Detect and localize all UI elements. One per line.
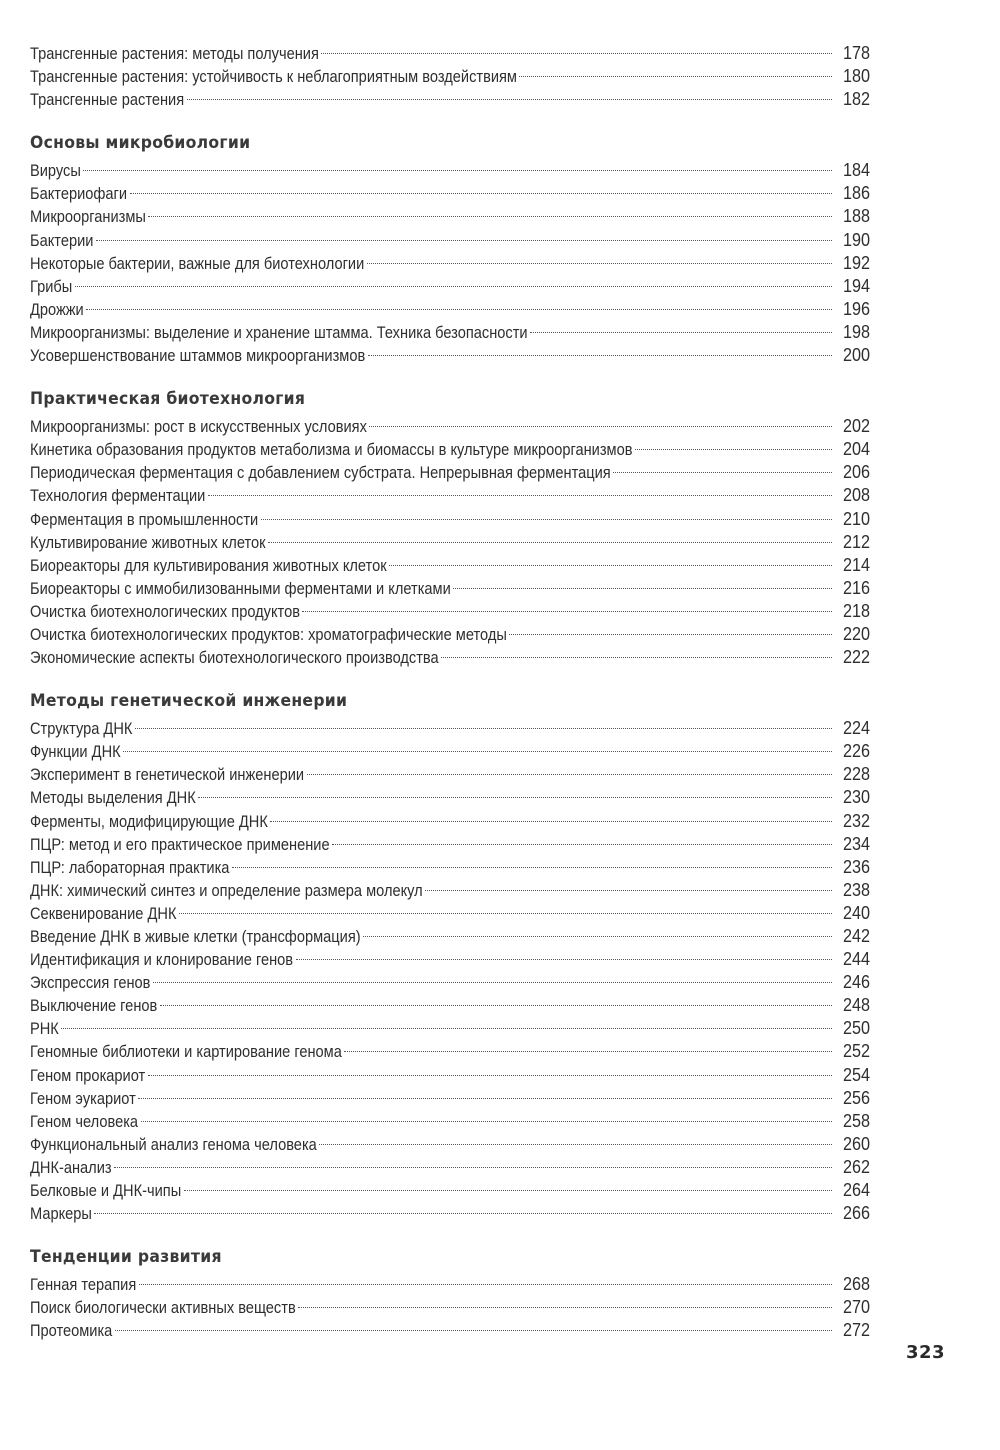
toc-entry-title-wrap	[30, 344, 366, 367]
toc-entry	[30, 600, 870, 623]
toc-entry-title: Экспрессия генов	[30, 973, 151, 993]
toc-entry	[30, 1156, 870, 1179]
toc-entry-title-wrap	[30, 925, 361, 948]
toc-entry-title-wrap	[30, 461, 611, 484]
toc-entry-title: Трансгенные растения	[30, 90, 185, 110]
toc-entry-page: 252	[842, 1041, 870, 1062]
toc-entry-title-wrap	[30, 1202, 92, 1225]
toc-entry-title: Функциональный анализ генома человека	[30, 1134, 317, 1154]
toc-entry-title-wrap	[30, 577, 451, 600]
toc-entry-page: 180	[842, 66, 870, 87]
dot-leader	[261, 519, 832, 520]
toc-entry	[30, 1319, 870, 1342]
section-heading: Тенденции развития	[30, 1247, 222, 1268]
toc-entry-title: ДНК: химический синтез и определение размера молекул	[30, 880, 423, 900]
dot-leader	[319, 1144, 832, 1145]
toc-entry-page: 188	[842, 206, 870, 227]
toc-entry-title: Очистка биотехнологических продуктов	[30, 601, 300, 621]
toc-entry-title: Трансгенные растения: методы получения	[30, 44, 319, 63]
toc-entry-title-wrap	[30, 1273, 137, 1296]
toc-entry-page: 262	[842, 1156, 870, 1177]
toc-entry-title-wrap	[30, 42, 319, 65]
toc-entry	[30, 65, 870, 88]
toc-entry	[30, 1017, 870, 1040]
dot-leader	[509, 634, 832, 635]
dot-leader	[425, 890, 832, 891]
dot-leader	[139, 1284, 832, 1285]
toc-entry-page: 224	[842, 718, 870, 739]
toc-entry-page: 218	[842, 600, 870, 621]
toc-entry-title-wrap	[30, 554, 387, 577]
dot-leader	[83, 170, 832, 171]
toc-entry-page: 214	[842, 554, 870, 575]
toc-entry	[30, 740, 870, 763]
toc-entry-page: 250	[842, 1018, 870, 1039]
toc-entry-title-wrap	[30, 1087, 136, 1110]
toc-entry	[30, 623, 870, 646]
toc-section-practical-biotech	[30, 385, 870, 669]
toc-section-genetic-engineering	[30, 687, 870, 1225]
dot-leader	[130, 193, 832, 194]
toc-section-trends	[30, 1243, 870, 1342]
toc-entry-title-wrap	[30, 484, 206, 507]
toc-entry-page: 264	[842, 1180, 870, 1201]
toc-entry	[30, 484, 870, 507]
toc-entry-title-wrap	[30, 182, 128, 205]
toc-entry-page: 190	[842, 229, 870, 250]
toc-entry	[30, 229, 870, 252]
toc-entry	[30, 646, 870, 669]
toc-entry-title-wrap	[30, 833, 330, 856]
toc-entry-title-wrap	[30, 948, 294, 971]
toc-entry-page: 256	[842, 1087, 870, 1108]
toc-entry-title: Технология ферментации	[30, 486, 206, 506]
toc-entry-title-wrap	[30, 1296, 296, 1319]
toc-entry-page: 182	[842, 89, 870, 110]
dot-leader	[519, 76, 832, 77]
toc-entry	[30, 298, 870, 321]
toc-entry-title-wrap	[30, 275, 73, 298]
toc-entry	[30, 531, 870, 554]
toc-entry-title-wrap	[30, 252, 365, 275]
toc-entry-title-wrap	[30, 902, 177, 925]
page-number: 323	[906, 1342, 946, 1363]
toc-entry-title: Выключение генов	[30, 996, 158, 1016]
toc-entry	[30, 856, 870, 879]
dot-leader	[270, 821, 832, 822]
toc-entry-title: Трансгенные растения: устойчивость к неблагоприятным воздействиям	[30, 67, 517, 87]
toc-entry	[30, 1273, 870, 1296]
toc-entry-title-wrap	[30, 856, 230, 879]
dot-leader	[321, 53, 832, 54]
toc-entry-title: Периодическая ферментация с добавлением субстрата. Непрерывная ферментация	[30, 463, 611, 483]
toc-entry-title-wrap	[30, 786, 196, 809]
dot-leader	[613, 472, 832, 473]
dot-leader	[187, 99, 832, 100]
dot-leader	[179, 913, 832, 914]
toc-entry-title-wrap	[30, 623, 507, 646]
dot-leader	[141, 1121, 832, 1122]
toc-entry-page: 192	[842, 252, 870, 273]
toc-entry-title-wrap	[30, 88, 185, 111]
dot-leader	[302, 611, 832, 612]
toc-entry-title-wrap	[30, 508, 259, 531]
toc-entry-page: 200	[842, 345, 870, 366]
toc-entry-title: Структура ДНК	[30, 719, 133, 739]
toc-entry-title: Культивирование животных клеток	[30, 532, 266, 552]
dot-leader	[123, 751, 832, 752]
toc-entry-title: Бактериофаги	[30, 184, 128, 204]
toc-entry-page: 268	[842, 1274, 870, 1295]
toc-entry-page: 222	[842, 647, 870, 668]
toc-entry-page: 216	[842, 577, 870, 598]
toc-entry-title-wrap	[30, 879, 423, 902]
toc-entry-title: Протеомика	[30, 1321, 113, 1341]
dot-leader	[453, 588, 832, 589]
toc-entry-title: Секвенирование ДНК	[30, 903, 177, 923]
toc-entry	[30, 879, 870, 902]
toc-entry-page: 266	[842, 1203, 870, 1224]
toc-entry-title-wrap	[30, 1040, 342, 1063]
toc-entry-title-wrap	[30, 1133, 317, 1156]
toc-entry-page: 248	[842, 995, 870, 1016]
toc-entry-title-wrap	[30, 159, 81, 182]
toc-entry	[30, 1087, 870, 1110]
toc-entry	[30, 1296, 870, 1319]
toc-entry-title: Белковые и ДНК-чипы	[30, 1181, 182, 1201]
toc-entry	[30, 461, 870, 484]
toc-entry-title: Эксперимент в генетической инженерии	[30, 765, 305, 785]
toc-entry	[30, 42, 870, 65]
dot-leader	[208, 495, 832, 496]
toc-entry-page: 238	[842, 879, 870, 900]
toc-entry-page: 234	[842, 833, 870, 854]
toc-entry-title: Грибы	[30, 276, 73, 296]
dot-leader	[94, 1213, 832, 1214]
toc-entry-title-wrap	[30, 205, 146, 228]
toc-entry-title: Микроорганизмы: рост в искусственных условиях	[30, 417, 367, 437]
toc-entry	[30, 1202, 870, 1225]
toc-entry-title-wrap	[30, 531, 266, 554]
toc-entry	[30, 925, 870, 948]
dot-leader	[363, 936, 832, 937]
toc-entry-title-wrap	[30, 415, 367, 438]
toc-entry	[30, 438, 870, 461]
toc-entry	[30, 159, 870, 182]
toc-entry-page: 232	[842, 810, 870, 831]
dot-leader	[138, 1098, 832, 1099]
toc-entry-title-wrap	[30, 229, 94, 252]
toc-entry-page: 254	[842, 1064, 870, 1085]
toc-entry-page: 186	[842, 183, 870, 204]
dot-leader	[184, 1190, 832, 1191]
toc-entry-page: 236	[842, 856, 870, 877]
dot-leader	[332, 844, 832, 845]
toc-entry-page: 260	[842, 1133, 870, 1154]
toc-entry-page: 242	[842, 926, 870, 946]
toc-entry-page: 226	[842, 741, 870, 762]
toc-entry-title: Генная терапия	[30, 1275, 137, 1295]
dot-leader	[135, 728, 832, 729]
toc-entry-title-wrap	[30, 298, 84, 321]
toc-entry-page: 204	[842, 439, 870, 460]
toc-entry-title: ПЦР: метод и его практическое применение	[30, 834, 330, 854]
toc-entry-title: Дрожжи	[30, 299, 84, 319]
dot-leader	[86, 309, 832, 310]
dot-leader	[115, 1330, 832, 1331]
dot-leader	[389, 565, 832, 566]
dot-leader	[298, 1307, 832, 1308]
toc-entry-page: 220	[842, 623, 870, 644]
toc-entry-page: 244	[842, 949, 870, 970]
toc-entry	[30, 344, 870, 367]
toc-entry-title-wrap	[30, 1064, 146, 1087]
toc-entry-title: Геном прокариот	[30, 1065, 146, 1085]
dot-leader	[96, 240, 832, 241]
toc-entry-title: Введение ДНК в живые клетки (трансформация)	[30, 927, 361, 946]
dot-leader	[530, 332, 832, 333]
toc-entry-page: 202	[842, 416, 870, 437]
toc-entry-title-wrap	[30, 321, 528, 344]
toc-entry-title-wrap	[30, 600, 300, 623]
dot-leader	[75, 286, 832, 287]
dot-leader	[114, 1167, 832, 1168]
toc-entry-page: 198	[842, 321, 870, 342]
dot-leader	[232, 867, 832, 868]
toc-entry	[30, 786, 870, 809]
dot-leader	[635, 449, 832, 450]
toc-entry-page: 206	[842, 462, 870, 483]
toc-entry-title-wrap	[30, 1110, 139, 1133]
toc-entry-title: Идентификация и клонирование генов	[30, 950, 294, 970]
toc-entry-page: 272	[842, 1320, 870, 1341]
toc-entry-title: Микроорганизмы	[30, 207, 146, 227]
toc-entry	[30, 577, 870, 600]
toc-entry	[30, 994, 870, 1017]
toc-entry	[30, 275, 870, 298]
dot-leader	[368, 355, 832, 356]
toc-entry-title: Бактерии	[30, 230, 94, 250]
toc-section-continuation	[30, 42, 870, 111]
toc-entry-title: Ферменты, модифицирующие ДНК	[30, 811, 268, 831]
toc-entry-title: Геном человека	[30, 1111, 139, 1131]
dot-leader	[344, 1051, 832, 1052]
toc-entry-title: Биореакторы для культивирования животных клеток	[30, 555, 387, 575]
dot-leader	[198, 797, 832, 798]
toc-entry	[30, 810, 870, 833]
toc-entry-title-wrap	[30, 438, 633, 461]
dot-leader	[61, 1028, 832, 1029]
toc-entry-title-wrap	[30, 740, 121, 763]
toc-entry	[30, 1040, 870, 1063]
toc-entry-title: Некоторые бактерии, важные для биотехнологии	[30, 253, 365, 273]
toc-entry-page: 184	[842, 160, 870, 181]
toc-entry-title-wrap	[30, 646, 439, 669]
toc-entry-page: 210	[842, 508, 870, 529]
toc-entry-title-wrap	[30, 1179, 182, 1202]
toc-entry	[30, 1133, 870, 1156]
dot-leader	[441, 657, 832, 658]
toc-entry-title: Усовершенствование штаммов микроорганизмов	[30, 346, 366, 366]
toc-entry-title-wrap	[30, 810, 268, 833]
toc-entry-page: 240	[842, 902, 870, 923]
dot-leader	[148, 216, 832, 217]
toc-entry-title-wrap	[30, 1017, 59, 1040]
toc-entry-title-wrap	[30, 994, 158, 1017]
toc-section-microbiology	[30, 129, 870, 367]
toc-entry-title: Маркеры	[30, 1204, 92, 1224]
toc-entry	[30, 1179, 870, 1202]
toc-entry	[30, 182, 870, 205]
toc-entry-page: 194	[842, 275, 870, 296]
toc-entry-title: Поиск биологически активных веществ	[30, 1298, 296, 1318]
toc-entry-title-wrap	[30, 65, 517, 88]
toc-entry	[30, 321, 870, 344]
toc-entry-page: 258	[842, 1110, 870, 1131]
toc-entry-title: Ферментация в промышленности	[30, 509, 259, 529]
toc-entry	[30, 971, 870, 994]
toc-entry	[30, 508, 870, 531]
toc-entry-page: 178	[842, 43, 870, 63]
dot-leader	[369, 426, 832, 427]
toc-entry	[30, 1064, 870, 1087]
dot-leader	[268, 542, 832, 543]
toc-entry	[30, 88, 870, 111]
toc-entry-page: 230	[842, 787, 870, 808]
toc-entry-title: Экономические аспекты биотехнологического производства	[30, 648, 439, 668]
dot-leader	[296, 959, 832, 960]
toc-entry-title: Вирусы	[30, 161, 81, 181]
toc-entry-title-wrap	[30, 971, 151, 994]
section-heading: Практическая биотехнология	[30, 389, 306, 410]
section-heading: Основы микробиологии	[30, 133, 251, 154]
toc-entry	[30, 833, 870, 856]
toc-entry-page: 228	[842, 764, 870, 785]
toc-entry-title: Микроорганизмы: выделение и хранение штамма. Техника безопасности	[30, 322, 528, 342]
table-of-contents	[30, 42, 870, 1343]
toc-entry-title: Очистка биотехнологических продуктов: хроматографические методы	[30, 624, 507, 644]
toc-entry	[30, 554, 870, 577]
toc-entry-title-wrap	[30, 763, 305, 786]
dot-leader	[160, 1005, 832, 1006]
toc-entry	[30, 902, 870, 925]
toc-entry-title: Функции ДНК	[30, 742, 121, 762]
toc-entry-page: 246	[842, 972, 870, 993]
section-heading: Методы генетической инженерии	[30, 691, 348, 712]
toc-entry-title-wrap	[30, 1319, 113, 1342]
toc-entry-page: 196	[842, 298, 870, 319]
dot-leader	[307, 774, 832, 775]
toc-entry-title: ПЦР: лабораторная практика	[30, 857, 230, 877]
toc-entry-page: 208	[842, 485, 870, 506]
toc-entry	[30, 1110, 870, 1133]
toc-entry-title: ДНК-анализ	[30, 1157, 112, 1177]
toc-entry-title: Кинетика образования продуктов метаболизма и биомассы в культуре микроорганизмов	[30, 440, 633, 460]
toc-entry-page: 212	[842, 531, 870, 552]
toc-entry-title: Методы выделения ДНК	[30, 788, 196, 808]
toc-entry-page: 270	[842, 1297, 870, 1318]
toc-entry	[30, 763, 870, 786]
toc-entry-title: РНК	[30, 1019, 59, 1039]
toc-entry	[30, 415, 870, 438]
dot-leader	[153, 982, 832, 983]
toc-entry-title-wrap	[30, 717, 133, 740]
dot-leader	[367, 263, 832, 264]
toc-entry	[30, 205, 870, 228]
toc-entry-title: Геномные библиотеки и картирование генома	[30, 1042, 342, 1062]
toc-entry	[30, 252, 870, 275]
toc-entry-title: Биореакторы с иммобилизованными ферментами и клетками	[30, 578, 451, 598]
toc-entry	[30, 948, 870, 971]
toc-entry-title: Геном эукариот	[30, 1088, 136, 1108]
toc-entry	[30, 717, 870, 740]
dot-leader	[148, 1075, 832, 1076]
toc-entry-title-wrap	[30, 1156, 112, 1179]
